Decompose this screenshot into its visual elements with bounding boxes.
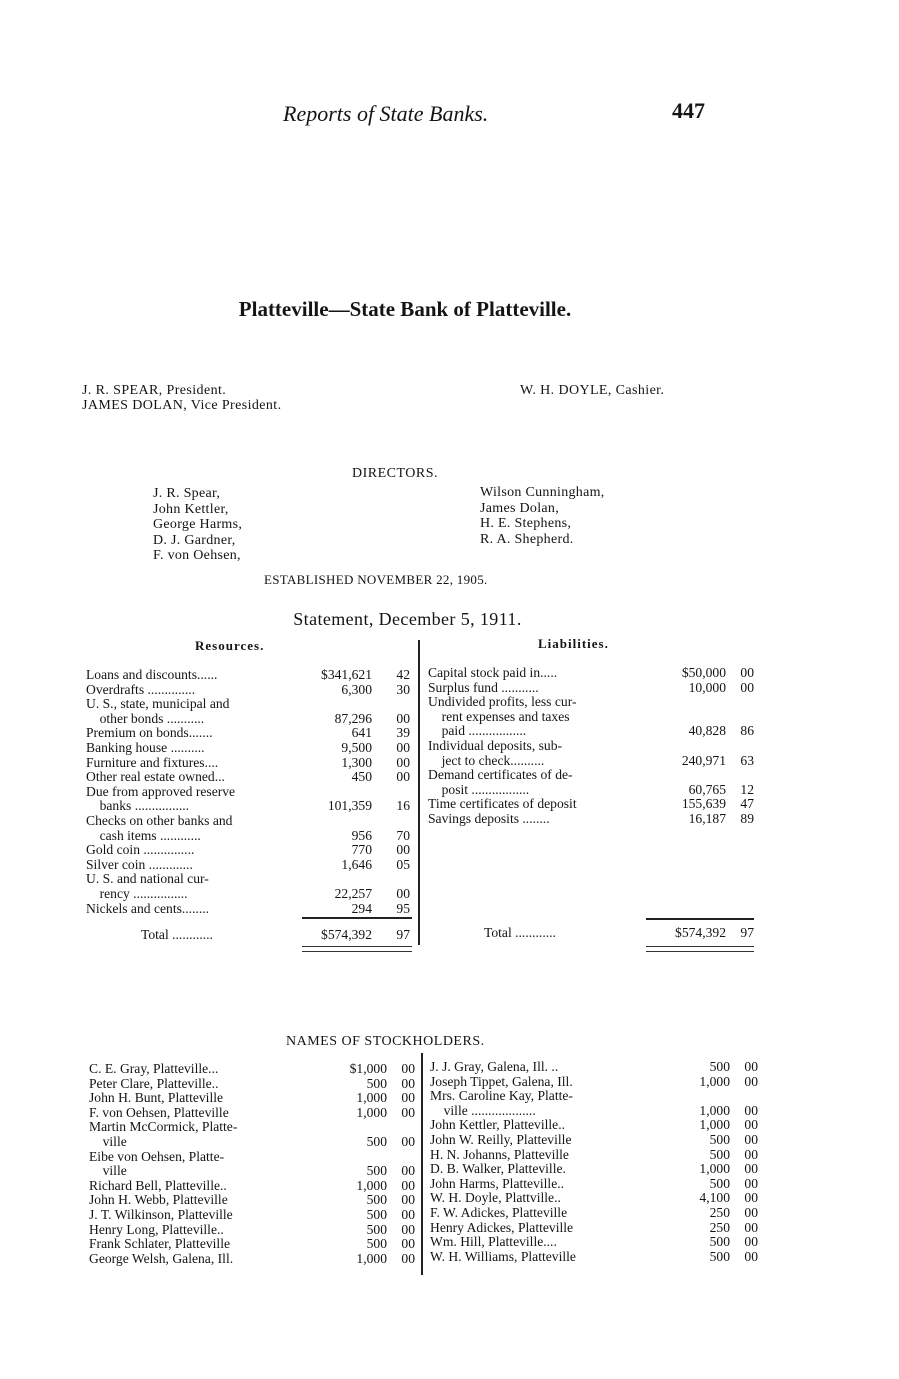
- stockholder-row-label: W. H. Doyle, Plattville..: [430, 1190, 561, 1206]
- resource-row-cents: 70: [396, 827, 410, 843]
- resource-row: [86, 872, 416, 887]
- liability-row-label: Individual deposits, sub-: [428, 737, 563, 753]
- stockholders-heading: NAMES OF STOCKHOLDERS.: [286, 1034, 485, 1049]
- resource-row: [86, 799, 416, 814]
- liability-row: [428, 695, 758, 710]
- liability-row: [428, 754, 758, 769]
- stockholder-row-label: J. J. Gray, Galena, Ill. ..: [430, 1059, 559, 1074]
- stockholder-row-label: H. N. Johanns, Platteville: [430, 1146, 569, 1162]
- stockholder-row-cents: 00: [401, 1221, 415, 1237]
- resource-row: [86, 770, 416, 785]
- stockholder-row-label: ville: [89, 1163, 127, 1179]
- stockholder-row-cents: 00: [744, 1219, 758, 1235]
- liability-row-label: Demand certificates of de-: [428, 767, 573, 783]
- stockholder-row: [89, 1208, 419, 1223]
- stockholder-row-cents: 00: [401, 1163, 415, 1179]
- resource-row-dollars: 9,500: [341, 739, 372, 755]
- stockholder-row: [430, 1075, 760, 1090]
- stockholder-row: [89, 1164, 419, 1179]
- liability-row-dollars: $50,000: [681, 665, 726, 680]
- resource-row: [86, 814, 416, 829]
- liabilities-total-dollars: $574,392: [675, 925, 726, 940]
- stockholder-row-cents: 00: [744, 1073, 758, 1089]
- resources-total-rule: [302, 917, 412, 919]
- resource-row: [86, 887, 416, 902]
- stockholder-row-dollars: 500: [366, 1236, 387, 1252]
- stockholder-row-label: John Harms, Platteville..: [430, 1175, 565, 1191]
- resource-row: [86, 712, 416, 727]
- stockholder-row-label: Wm. Hill, Platteville....: [430, 1234, 557, 1250]
- stockholder-row: [89, 1237, 419, 1252]
- liability-row-label: Time certificates of deposit: [428, 796, 577, 812]
- resource-row-dollars: $341,621: [321, 667, 372, 682]
- stockholder-row-cents: 00: [744, 1204, 758, 1220]
- director-name: D. J. Gardner,: [153, 532, 236, 548]
- director-name: Wilson Cunningham,: [480, 485, 605, 500]
- stockholder-row-dollars: 1,000: [699, 1102, 730, 1118]
- stockholder-row-cents: 00: [744, 1190, 758, 1206]
- resource-row-cents: 00: [396, 754, 410, 770]
- liability-row: [428, 739, 758, 754]
- stockholder-row-label: C. E. Gray, Platteville...: [89, 1061, 219, 1076]
- director-name: F. von Oehsen,: [153, 548, 241, 563]
- stockholder-row-dollars: 4,100: [699, 1190, 730, 1206]
- liability-row: [428, 681, 758, 696]
- resource-row-dollars: 770: [351, 842, 372, 858]
- running-header-title: Reports of State Banks.: [283, 101, 489, 126]
- resource-row-label: Premium on bonds.......: [86, 725, 213, 741]
- stockholder-row-label: Mrs. Caroline Kay, Platte-: [430, 1088, 573, 1104]
- stockholder-row-dollars: $1,000: [349, 1061, 387, 1076]
- stockholder-row-cents: 00: [744, 1102, 758, 1118]
- liability-row-label: posit .................: [428, 781, 530, 797]
- stockholder-row: [89, 1223, 419, 1238]
- column-divider: [418, 640, 420, 945]
- resource-row-cents: 00: [396, 885, 410, 901]
- director-name: J. R. Spear,: [153, 486, 221, 501]
- resource-row: [86, 726, 416, 741]
- liabilities-total-rule: [646, 918, 754, 920]
- stockholder-row-cents: 00: [401, 1192, 415, 1208]
- stockholder-row-label: ville ...................: [430, 1102, 536, 1118]
- stockholders-right-table: [430, 1060, 760, 1264]
- liability-row-label: Capital stock paid in.....: [428, 665, 558, 680]
- resource-row-cents: 05: [396, 856, 410, 872]
- resource-row-label: Due from approved reserve: [86, 783, 236, 799]
- stockholder-row-label: John Kettler, Platteville..: [430, 1117, 565, 1133]
- stockholder-row-cents: 00: [401, 1250, 415, 1266]
- stockholder-row-dollars: 1,000: [699, 1117, 730, 1133]
- stockholder-row-cents: 00: [744, 1059, 758, 1074]
- resource-row-cents: 00: [396, 739, 410, 755]
- established-date: ESTABLISHED NOVEMBER 22, 1905.: [264, 572, 488, 587]
- stockholder-row-dollars: 1,000: [356, 1250, 387, 1266]
- stockholder-row: [89, 1179, 419, 1194]
- stockholder-row-label: ville: [89, 1133, 127, 1149]
- stockholder-row: [430, 1089, 760, 1104]
- stockholder-row-dollars: 1,000: [356, 1104, 387, 1120]
- liability-row: [428, 797, 758, 812]
- resource-row-dollars: 1,300: [341, 754, 372, 770]
- page-number: 447: [672, 98, 705, 123]
- stockholder-row: [430, 1060, 760, 1075]
- resource-row-dollars: 6,300: [341, 681, 372, 697]
- stockholder-row-cents: 00: [744, 1146, 758, 1162]
- resource-row-cents: 95: [396, 900, 410, 916]
- liabilities-total-row: [428, 926, 758, 941]
- stockholder-row: [430, 1191, 760, 1206]
- stockholder-row-dollars: 1,000: [699, 1161, 730, 1177]
- stockholder-row-dollars: 1,000: [356, 1177, 387, 1193]
- resource-row-cents: 00: [396, 710, 410, 726]
- stockholder-row: [89, 1106, 419, 1121]
- stockholder-row: [430, 1235, 760, 1250]
- stockholder-row-dollars: 500: [709, 1059, 730, 1074]
- stockholder-row: [89, 1193, 419, 1208]
- officer-president: J. R. SPEAR, President.: [82, 383, 227, 398]
- resource-row-cents: 42: [396, 667, 410, 682]
- stockholder-row-dollars: 500: [366, 1206, 387, 1222]
- resource-row: [86, 843, 416, 858]
- liability-row-label: Savings deposits ........: [428, 810, 550, 826]
- resource-row-label: U. S., state, municipal and: [86, 696, 230, 712]
- liabilities-total-cents: 97: [740, 925, 754, 940]
- stockholder-row-dollars: 500: [709, 1175, 730, 1191]
- resources-table: [86, 668, 416, 916]
- stockholder-row: [89, 1077, 419, 1092]
- resource-row-label: banks ................: [86, 798, 190, 814]
- resource-row-label: cash items ............: [86, 827, 201, 843]
- director-name: John Kettler,: [153, 501, 229, 517]
- stockholder-row: [430, 1221, 760, 1236]
- resource-row-dollars: 956: [351, 827, 372, 843]
- stockholder-row-cents: 00: [744, 1175, 758, 1191]
- liability-row-dollars: 60,765: [688, 781, 726, 797]
- liability-row-cents: 12: [740, 781, 754, 797]
- stockholder-row-label: Peter Clare, Platteville..: [89, 1075, 219, 1091]
- stockholder-row-dollars: 1,000: [699, 1073, 730, 1089]
- resource-row-label: Banking house ..........: [86, 739, 205, 755]
- stockholder-row: [430, 1133, 760, 1148]
- officer-vice-president: JAMES DOLAN, Vice President.: [82, 398, 282, 413]
- liability-row-label: ject to check..........: [428, 752, 545, 768]
- liability-row: [428, 724, 758, 739]
- stockholder-row-label: Frank Schlater, Platteville: [89, 1236, 231, 1252]
- liability-row-cents: 63: [740, 752, 754, 768]
- liability-row: [428, 666, 758, 681]
- stockholder-row-cents: 00: [744, 1248, 758, 1264]
- stockholder-row-label: F. von Oehsen, Platteville: [89, 1104, 229, 1120]
- directors-right-list: [480, 485, 605, 547]
- resource-row-label: Silver coin .............: [86, 856, 193, 872]
- liability-row-label: Surplus fund ...........: [428, 679, 539, 695]
- stockholder-row: [430, 1104, 760, 1119]
- resources-double-rule: [302, 946, 412, 952]
- liability-row-label: Undivided profits, less cur-: [428, 694, 577, 710]
- stockholder-row-dollars: 500: [709, 1234, 730, 1250]
- liability-row: [428, 783, 758, 798]
- director-name: R. A. Shepherd.: [480, 531, 574, 547]
- director-name: George Harms,: [153, 517, 243, 532]
- resource-row: [86, 858, 416, 873]
- stockholder-row-dollars: 250: [709, 1219, 730, 1235]
- stockholder-row: [89, 1150, 419, 1165]
- liability-row-label: paid .................: [428, 723, 527, 739]
- stockholder-row-label: Richard Bell, Platteville..: [89, 1177, 227, 1193]
- officer-cashier: W. H. DOYLE, Cashier.: [520, 383, 665, 398]
- stockholder-row: [430, 1162, 760, 1177]
- resources-total-label: Total ............: [141, 927, 213, 942]
- liability-row-label: rent expenses and taxes: [428, 708, 570, 724]
- resource-row-cents: 39: [396, 725, 410, 741]
- resource-row: [86, 668, 416, 683]
- stockholder-row-cents: 00: [744, 1234, 758, 1250]
- resource-row-label: Furniture and fixtures....: [86, 754, 219, 770]
- liability-row: [428, 710, 758, 725]
- liability-row: [428, 812, 758, 827]
- resources-total-cents: 97: [396, 927, 410, 942]
- liability-row-dollars: 40,828: [688, 723, 726, 739]
- stockholders-divider: [421, 1053, 423, 1275]
- stockholder-row-cents: 00: [401, 1061, 415, 1076]
- stockholder-row-label: F. W. Adickes, Platteville: [430, 1204, 568, 1220]
- stockholder-row-label: Eibe von Oehsen, Platte-: [89, 1148, 225, 1164]
- stockholder-row-cents: 00: [401, 1206, 415, 1222]
- liabilities-total-label: Total ............: [484, 925, 556, 940]
- stockholder-row-cents: 00: [401, 1075, 415, 1091]
- resource-row-label: Gold coin ...............: [86, 842, 195, 858]
- resource-row-cents: 00: [396, 769, 410, 785]
- resource-row-cents: 16: [396, 798, 410, 814]
- resource-row-dollars: 294: [351, 900, 372, 916]
- stockholder-row-dollars: 1,000: [356, 1090, 387, 1106]
- stockholder-row: [430, 1250, 760, 1265]
- resource-row: [86, 756, 416, 771]
- stockholder-row-label: John H. Webb, Platteville: [89, 1192, 228, 1208]
- liabilities-table: [428, 666, 758, 827]
- liability-row-cents: 00: [740, 679, 754, 695]
- stockholder-row-label: John H. Bunt, Platteville: [89, 1090, 224, 1106]
- resource-row-label: Checks on other banks and: [86, 812, 233, 828]
- stockholder-row-dollars: 500: [366, 1075, 387, 1091]
- stockholder-row-dollars: 250: [709, 1204, 730, 1220]
- liabilities-heading: Liabilities.: [538, 636, 609, 651]
- directors-left-list: [153, 486, 242, 564]
- resource-row-dollars: 101,359: [327, 798, 372, 814]
- resources-total-row: [86, 928, 416, 943]
- stockholder-row-dollars: 500: [709, 1146, 730, 1162]
- stockholder-row-cents: 00: [401, 1133, 415, 1149]
- director-name: James Dolan,: [480, 500, 560, 516]
- resources-heading: Resources.: [195, 638, 265, 653]
- resource-row: [86, 829, 416, 844]
- resource-row-dollars: 22,257: [334, 885, 372, 901]
- resource-row: [86, 697, 416, 712]
- liability-row-cents: 00: [740, 665, 754, 680]
- liability-row: [428, 768, 758, 783]
- resource-row-cents: 00: [396, 842, 410, 858]
- stockholder-row-dollars: 500: [366, 1133, 387, 1149]
- stockholder-row-dollars: 500: [709, 1131, 730, 1147]
- resource-row: [86, 785, 416, 800]
- stockholder-row: [89, 1120, 419, 1135]
- stockholder-row: [89, 1062, 419, 1077]
- liability-row-dollars: 10,000: [688, 679, 726, 695]
- resource-row-label: Other real estate owned...: [86, 769, 225, 785]
- stockholder-row: [89, 1135, 419, 1150]
- resource-row-cents: 30: [396, 681, 410, 697]
- resource-row-dollars: 450: [351, 769, 372, 785]
- stockholder-row: [430, 1148, 760, 1163]
- stockholder-row: [430, 1206, 760, 1221]
- stockholder-row-label: Martin McCormick, Platte-: [89, 1119, 238, 1135]
- resource-row-label: U. S. and national cur-: [86, 871, 209, 887]
- stockholder-row-cents: 00: [401, 1177, 415, 1193]
- stockholder-row: [430, 1177, 760, 1192]
- stockholder-row-dollars: 500: [366, 1192, 387, 1208]
- resource-row-label: Loans and discounts......: [86, 667, 218, 682]
- stockholders-left-table: [89, 1062, 419, 1266]
- resource-row-dollars: 1,646: [341, 856, 372, 872]
- liability-row-dollars: 155,639: [681, 796, 726, 812]
- stockholder-row-dollars: 500: [709, 1248, 730, 1264]
- stockholder-row-cents: 00: [401, 1236, 415, 1252]
- liability-row-cents: 86: [740, 723, 754, 739]
- liability-row-dollars: 240,971: [681, 752, 726, 768]
- liabilities-double-rule: [646, 946, 754, 952]
- resources-total-dollars: $574,392: [321, 927, 372, 942]
- directors-heading: DIRECTORS.: [352, 466, 439, 481]
- stockholder-row: [430, 1118, 760, 1133]
- director-name: H. E. Stephens,: [480, 516, 572, 531]
- stockholder-row-cents: 00: [401, 1104, 415, 1120]
- stockholder-row-label: George Welsh, Galena, Ill.: [89, 1250, 234, 1266]
- stockholder-row-label: W. H. Williams, Platteville: [430, 1248, 576, 1264]
- resource-row-dollars: 641: [351, 725, 372, 741]
- resource-row-label: Overdrafts ..............: [86, 681, 196, 697]
- stockholder-row-label: John W. Reilly, Platteville: [430, 1131, 572, 1147]
- resource-row: [86, 741, 416, 756]
- statement-title: Statement, December 5, 1911.: [293, 609, 522, 629]
- resource-row-label: other bonds ...........: [86, 710, 205, 726]
- stockholder-row-cents: 00: [744, 1131, 758, 1147]
- stockholder-row-label: J. T. Wilkinson, Platteville: [89, 1206, 233, 1222]
- resource-row: [86, 683, 416, 698]
- stockholder-row-label: Henry Long, Platteville..: [89, 1221, 224, 1237]
- resource-row-label: rency ................: [86, 885, 188, 901]
- stockholder-row: [89, 1091, 419, 1106]
- stockholder-row-dollars: 500: [366, 1163, 387, 1179]
- resource-row-dollars: 87,296: [334, 710, 372, 726]
- liability-row-cents: 89: [740, 810, 754, 826]
- bank-title: Platteville—State Bank of Platteville.: [238, 297, 572, 321]
- resource-row: [86, 902, 416, 917]
- stockholder-row-dollars: 500: [366, 1221, 387, 1237]
- stockholder-row-cents: 00: [744, 1161, 758, 1177]
- stockholder-row-label: Joseph Tippet, Galena, Ill.: [430, 1073, 573, 1089]
- liability-row-cents: 47: [740, 796, 754, 812]
- stockholder-row: [89, 1252, 419, 1267]
- stockholder-row-label: D. B. Walker, Platteville.: [430, 1161, 566, 1177]
- resource-row-label: Nickels and cents........: [86, 900, 210, 916]
- stockholder-row-label: Henry Adickes, Platteville: [430, 1219, 574, 1235]
- liability-row-dollars: 16,187: [688, 810, 726, 826]
- stockholder-row-cents: 00: [744, 1117, 758, 1133]
- stockholder-row-cents: 00: [401, 1090, 415, 1106]
